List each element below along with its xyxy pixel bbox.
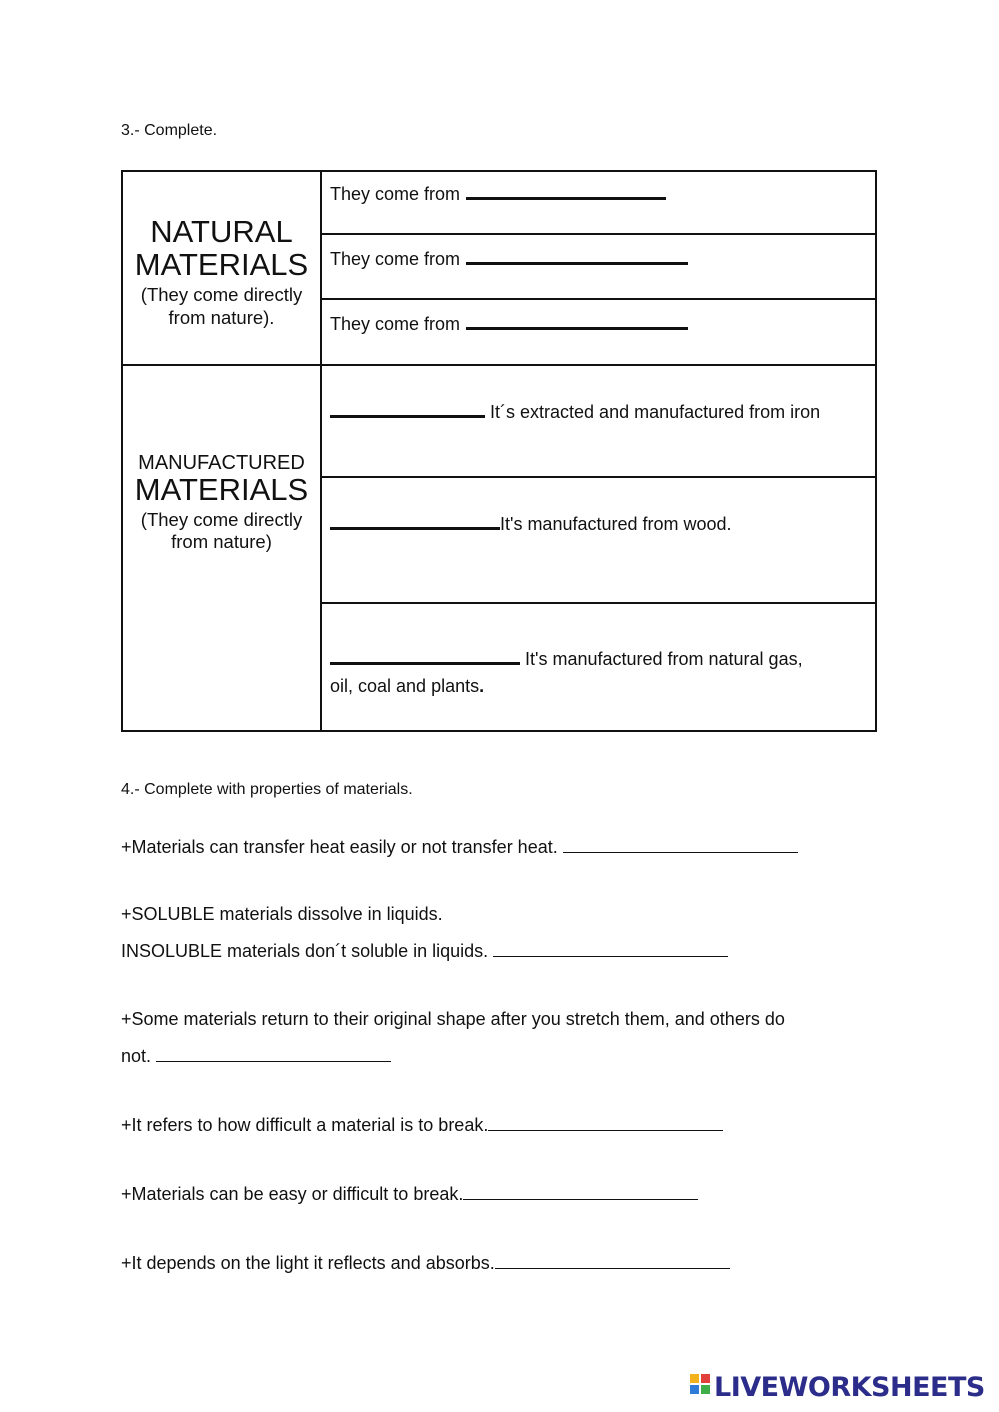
- natural-title: NATURAL: [150, 214, 293, 249]
- property-item-colour: +It depends on the light it reflects and absorbs.: [121, 1252, 730, 1272]
- answer-blank[interactable]: [330, 648, 520, 665]
- natural-subtitle: (They come directly: [140, 284, 303, 306]
- manufactured-title: MANUFACTURED: [138, 452, 305, 474]
- natural-row-1: They come from: [330, 183, 666, 203]
- liveworksheets-logo: [690, 1372, 985, 1402]
- answer-blank[interactable]: [495, 1252, 730, 1269]
- answer-blank[interactable]: [488, 1114, 723, 1131]
- property-item-hardness: +It refers to how difficult a material is to break.: [121, 1114, 723, 1134]
- property-item-elasticity: +Some materials return to their original shape after you stretch them, and others do: [121, 1009, 785, 1029]
- manufactured-row-3: It's manufactured from natural gas,: [330, 648, 803, 668]
- materials-table: [121, 170, 877, 732]
- section-4-heading: 4.- Complete with properties of materials.: [121, 781, 413, 798]
- manufactured-materials-label: [123, 453, 320, 554]
- answer-blank[interactable]: [156, 1045, 391, 1062]
- natural-title-2: MATERIALS: [134, 246, 309, 282]
- answer-blank[interactable]: [330, 513, 500, 530]
- property-item-soluble: +SOLUBLE materials dissolve in liquids.: [121, 904, 443, 924]
- answer-blank[interactable]: [466, 183, 666, 200]
- logo-text: LIVEWORKSHEETS: [714, 1371, 985, 1403]
- manufactured-row-2: It's manufactured from wood.: [330, 513, 732, 533]
- section-3-heading: 3.- Complete.: [121, 122, 218, 139]
- natural-row-3: They come from: [330, 313, 688, 333]
- manufactured-subtitle-2: from nature): [171, 531, 272, 553]
- answer-blank[interactable]: [563, 836, 798, 853]
- manufactured-row-3-line-2: oil, coal and plants.: [330, 676, 485, 696]
- answer-blank[interactable]: [463, 1183, 698, 1200]
- property-item-insoluble: INSOLUBLE materials don´t soluble in liquids.: [121, 940, 728, 960]
- manufactured-title-2: MATERIALS: [134, 472, 309, 507]
- answer-blank[interactable]: [330, 401, 485, 418]
- natural-materials-label: [123, 216, 320, 329]
- manufactured-row-1: It´s extracted and manufactured from iron: [330, 401, 820, 421]
- property-item-fragility: +Materials can be easy or difficult to break.: [121, 1183, 698, 1203]
- answer-blank[interactable]: [466, 313, 688, 330]
- property-item-heat: +Materials can transfer heat easily or not transfer heat.: [121, 836, 798, 856]
- liveworksheets-logo-icon: [690, 1374, 712, 1400]
- natural-row-2: They come from: [330, 248, 688, 268]
- answer-blank[interactable]: [493, 940, 728, 957]
- manufactured-subtitle: (They come directly: [140, 508, 303, 530]
- answer-blank[interactable]: [466, 248, 688, 265]
- property-item-elasticity-2: not.: [121, 1045, 391, 1065]
- natural-subtitle-2: from nature).: [168, 306, 275, 328]
